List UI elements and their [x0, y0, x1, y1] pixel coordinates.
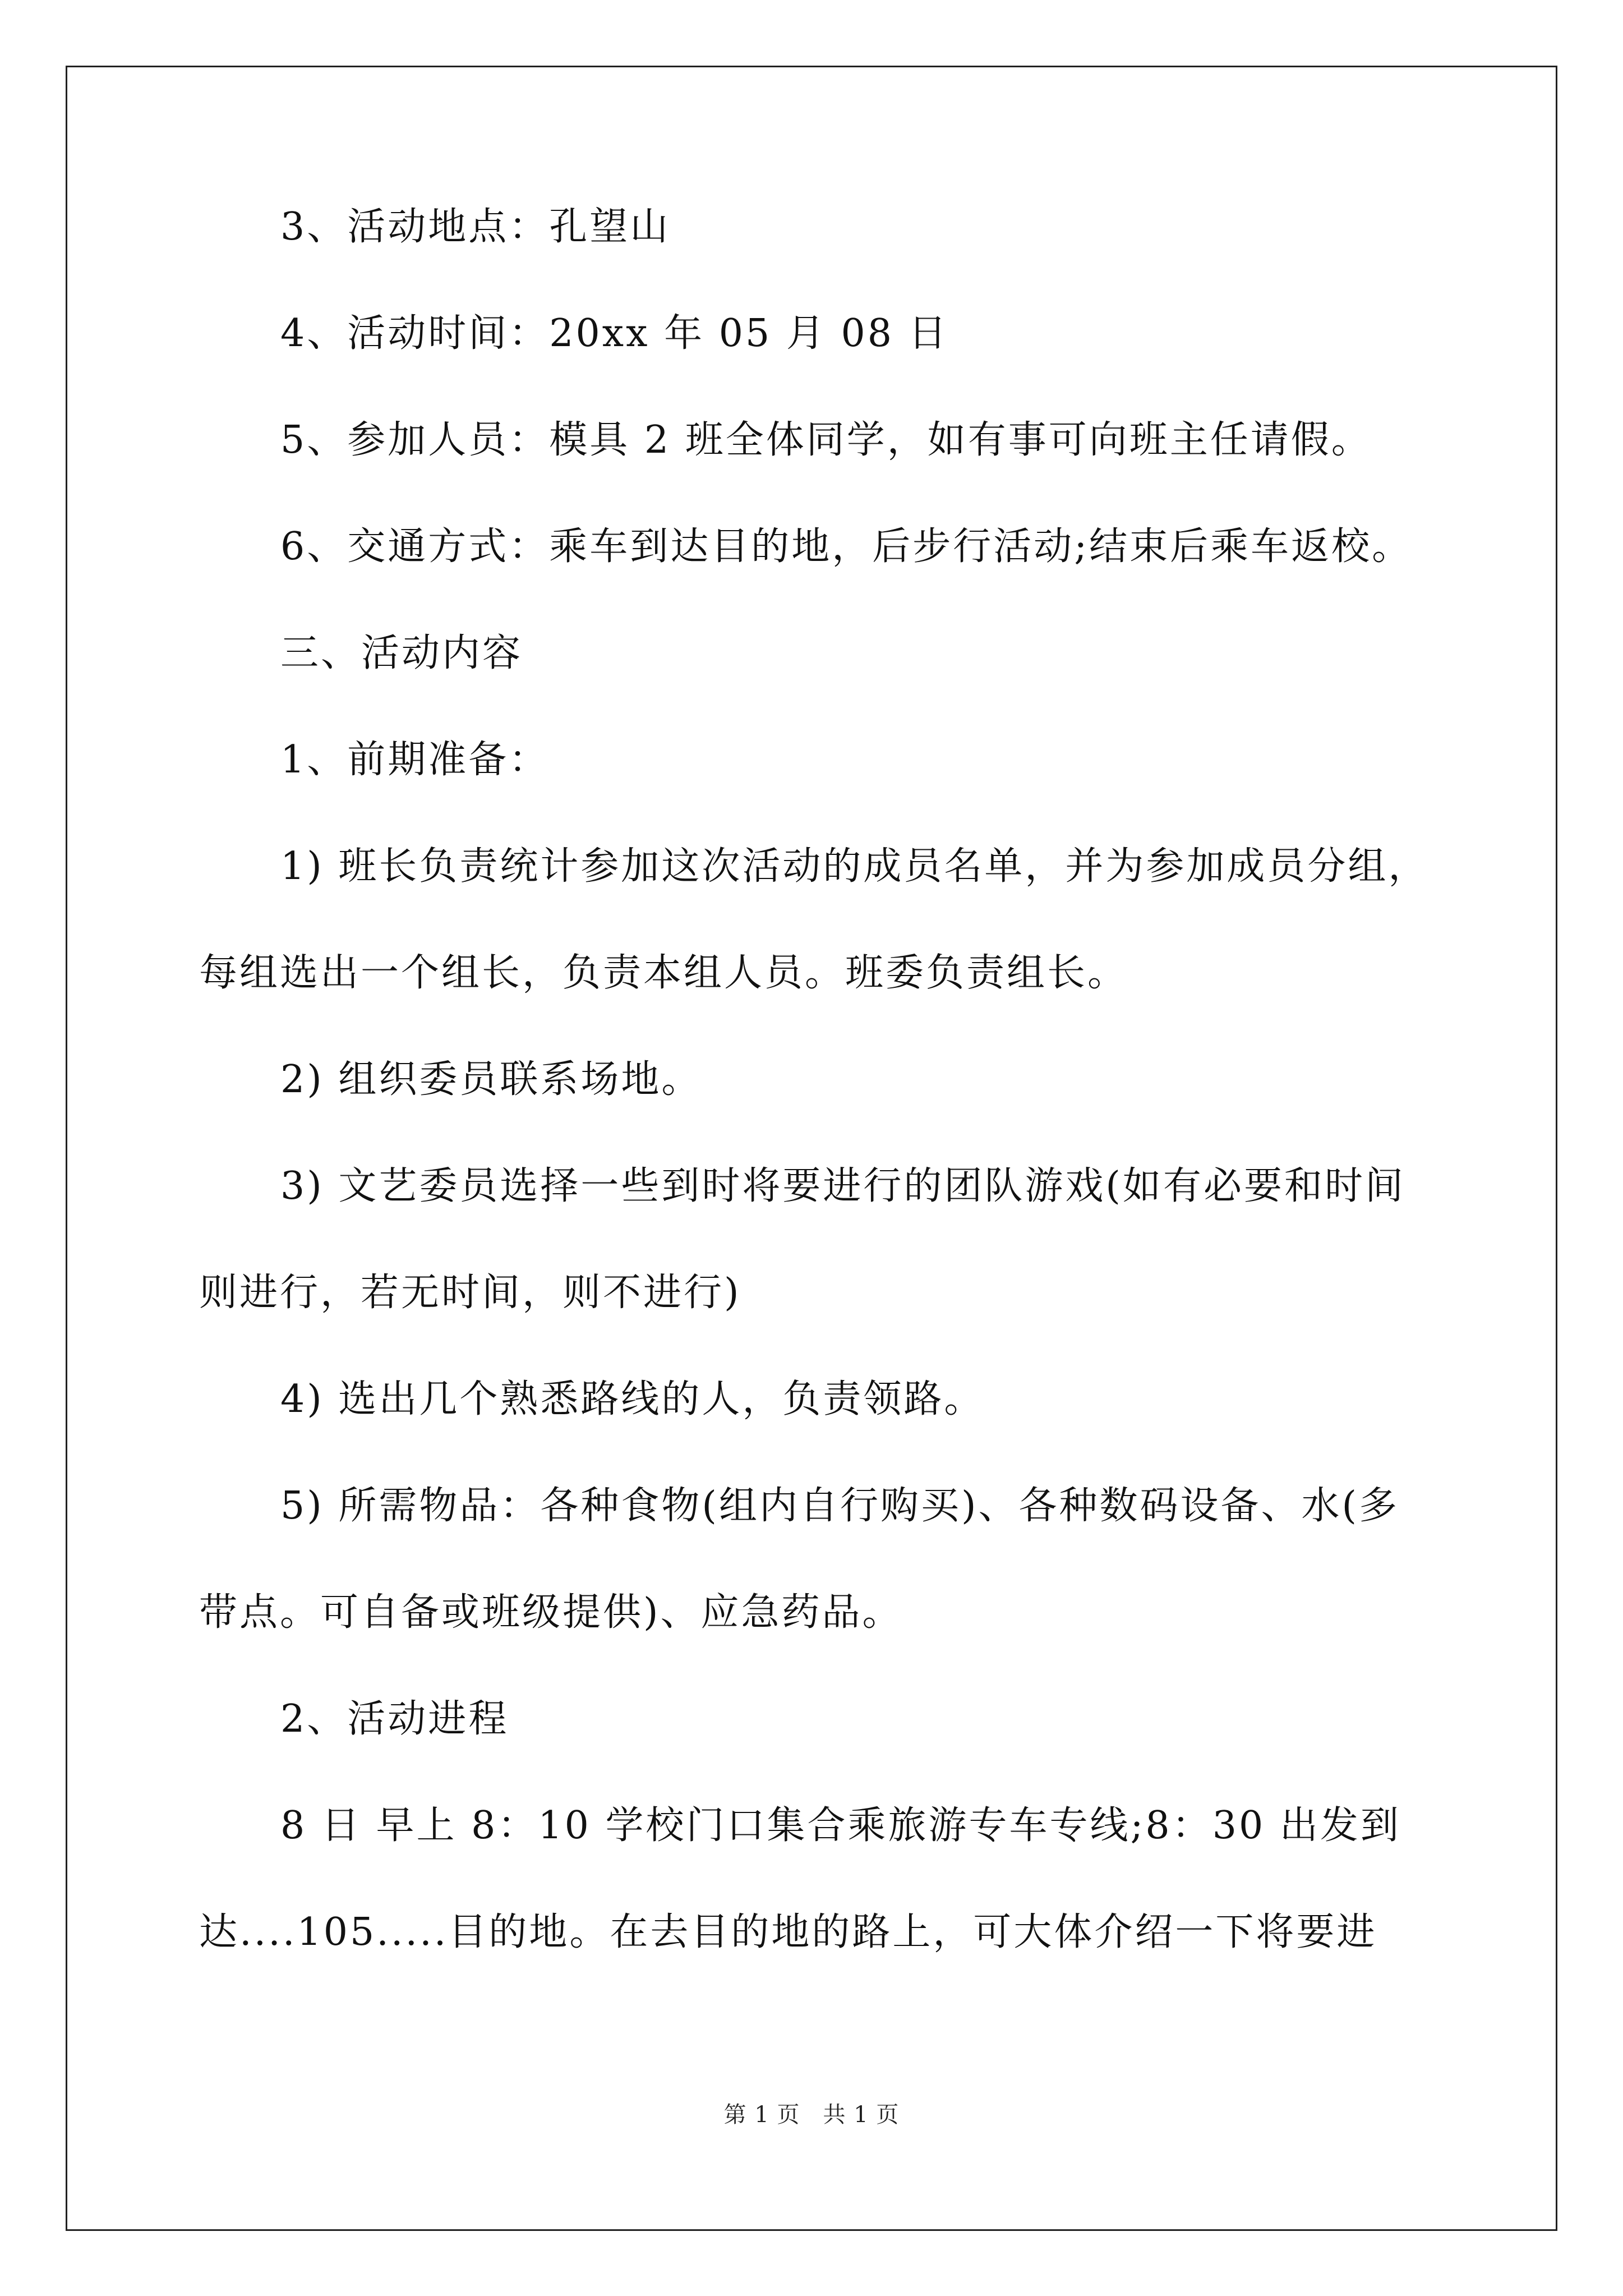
- paragraph-item-4: 4) 选出几个熟悉路线的人，负责领路。: [280, 1377, 985, 1421]
- paragraph-schedule: 8 日 早上 8：10 学校门口集合乘旅游专车专线;8：30 出发到: [280, 1803, 1401, 1848]
- subheading-process: 2、活动进程: [280, 1697, 509, 1741]
- paragraph-schedule-cont: 达....105.....目的地。在去目的地的路上，可大体介绍一下将要进: [199, 1910, 1377, 1954]
- paragraph-item-3: 3) 文艺委员选择一些到时将要进行的团队游戏(如有必要和时间: [280, 1164, 1405, 1208]
- paragraph-item-5: 5) 所需物品：各种食物(组内自行购买)、各种数码设备、水(多: [280, 1484, 1399, 1528]
- paragraph-time: 4、活动时间：20xx 年 05 月 08 日: [280, 311, 949, 356]
- paragraph-item-3-cont: 则进行，若无时间，则不进行): [199, 1271, 741, 1315]
- page-footer: 第 1 页 共 1 页: [723, 2102, 900, 2128]
- section-heading-content: 三、活动内容: [280, 631, 523, 675]
- paragraph-location: 3、活动地点：孔望山: [280, 205, 671, 249]
- paragraph-item-1: 1) 班长负责统计参加这次活动的成员名单，并为参加成员分组，: [280, 844, 1429, 889]
- subheading-preparation: 1、前期准备：: [280, 738, 550, 782]
- paragraph-item-1-cont: 每组选出一个组长，负责本组人员。班委负责组长。: [199, 951, 1128, 995]
- paragraph-item-2: 2) 组织委员联系场地。: [280, 1057, 702, 1102]
- paragraph-transport: 6、交通方式：乘车到达目的地，后步行活动;结束后乘车返校。: [280, 524, 1413, 569]
- paragraph-item-5-cont: 带点。可自备或班级提供)、应急药品。: [199, 1590, 903, 1635]
- paragraph-participants: 5、参加人员：模具 2 班全体同学，如有事可向班主任请假。: [280, 418, 1372, 462]
